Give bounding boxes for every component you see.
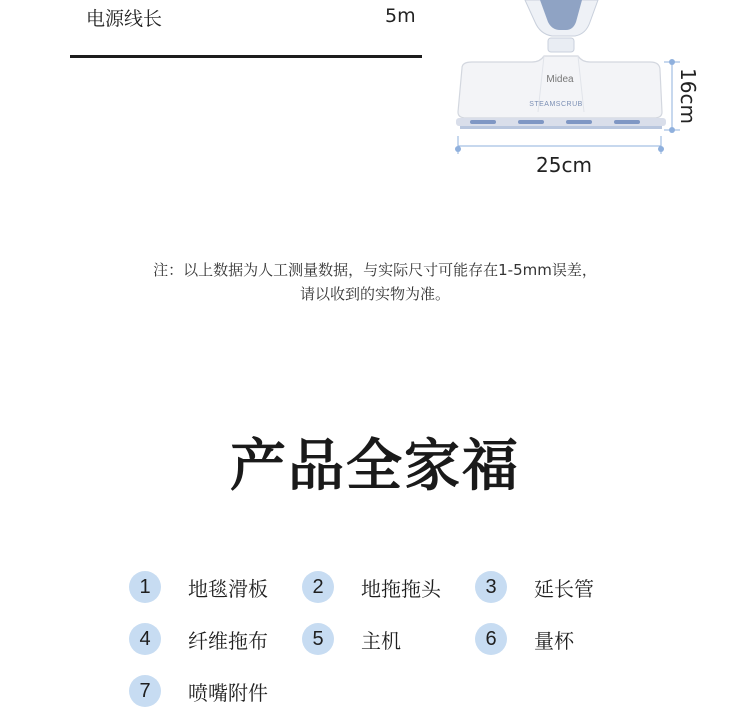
- note-line-2: 请以收到的实物为准。: [299, 285, 450, 303]
- number-badge: 6: [475, 623, 507, 655]
- list-item-extension-tube: [475, 570, 594, 604]
- list-item-main-unit: [302, 622, 401, 656]
- number-badge: 2: [302, 571, 334, 603]
- item-label: 量杯: [534, 628, 574, 653]
- width-label: 25cm: [536, 153, 592, 177]
- item-label: 地毯滑板: [188, 576, 268, 601]
- item-label: 延长管: [534, 576, 594, 601]
- list-item-nozzle-attachment: [129, 674, 268, 708]
- item-label: 喷嘴附件: [188, 680, 268, 705]
- item-label: 地拖拖头: [361, 576, 441, 601]
- number-badge: 7: [129, 675, 161, 707]
- model-text: STEAMSCRUB: [529, 101, 583, 108]
- number-badge: 1: [129, 571, 161, 603]
- number-badge: 4: [129, 623, 161, 655]
- height-label: 16cm: [676, 68, 700, 124]
- note-line-1: 注：以上数据为人工测量数据，与实际尺寸可能存在1-5mm误差，: [153, 261, 597, 279]
- list-item-carpet-glider: [129, 570, 268, 604]
- list-item-microfiber-pad: [129, 622, 268, 656]
- spec-label: 电源线长: [86, 8, 163, 30]
- list-item-measuring-cup: [475, 622, 574, 656]
- number-badge: 5: [302, 623, 334, 655]
- divider: [70, 55, 422, 58]
- item-label: 主机: [361, 628, 401, 653]
- brand-logo: Midea: [546, 74, 574, 85]
- section-title: 产品全家福: [230, 434, 520, 499]
- item-label: 纤维拖布: [188, 628, 268, 653]
- list-item-mop-head: [302, 570, 441, 604]
- spec-value: 5m: [385, 5, 416, 27]
- number-badge: 3: [475, 571, 507, 603]
